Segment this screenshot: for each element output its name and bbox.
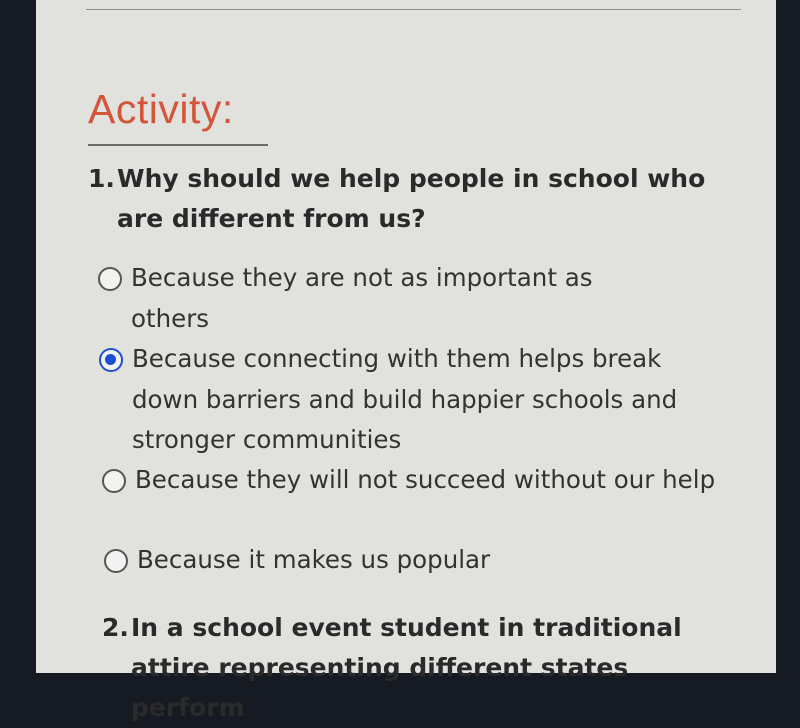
option-4[interactable] bbox=[137, 540, 737, 581]
question-text-line2: attire representing different states perform bbox=[131, 653, 629, 722]
option-label: Because they will not succeed without our help bbox=[135, 465, 716, 494]
option-2[interactable] bbox=[132, 339, 732, 461]
question-number: 1. bbox=[88, 164, 115, 193]
activity-heading: Activity: bbox=[88, 86, 234, 132]
heading-underline bbox=[88, 144, 268, 146]
option-label: Because connecting with them helps break down barriers and build happier schools and stronger communities bbox=[132, 344, 678, 454]
radio-selected-icon[interactable] bbox=[99, 348, 123, 372]
radio-unselected-icon[interactable] bbox=[98, 267, 122, 291]
screen bbox=[36, 0, 776, 722]
question-text-line1: In a school event student in traditional bbox=[131, 613, 682, 642]
question-1 bbox=[88, 159, 708, 239]
top-divider bbox=[86, 9, 741, 10]
question-text-line1: Why should we help people in school who bbox=[117, 164, 706, 193]
question-text-line2: are different from us? bbox=[117, 204, 426, 233]
radio-unselected-icon[interactable] bbox=[102, 469, 126, 493]
question-2 bbox=[102, 608, 722, 728]
option-label: Because they are not as important as others bbox=[131, 263, 593, 333]
radio-unselected-icon[interactable] bbox=[104, 549, 128, 573]
option-label: Because it makes us popular bbox=[137, 545, 491, 574]
option-1[interactable] bbox=[131, 258, 671, 339]
option-3[interactable] bbox=[135, 460, 725, 501]
question-number: 2. bbox=[102, 613, 129, 642]
